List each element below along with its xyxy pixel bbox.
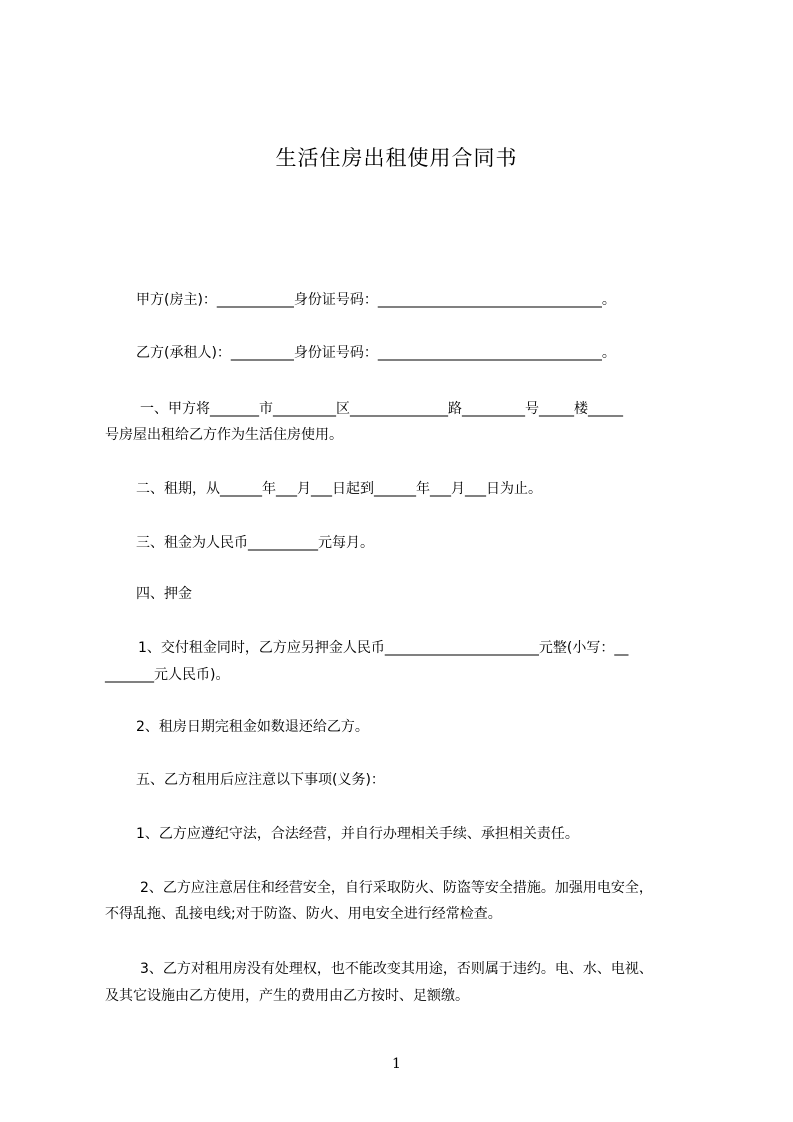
party-a-line: 甲方(房主)：___________身份证号码：________________________________。 <box>136 292 616 308</box>
clause-2-line: 二、租期，从______年___月___日起到______年___月___日为止。 <box>136 481 542 497</box>
deposit-item-2-line: 2、租房日期完租金如数退还给乙方。 <box>136 719 369 735</box>
obligation-3-line-1: 3、乙方对租用房没有处理权，也不能改变其用途，否则属于违约。电、水、电视、 <box>140 961 653 977</box>
deposit-item-1-line-2: _______元人民币)。 <box>105 667 230 683</box>
obligation-3-line-2: 及其它设施由乙方使用，产生的费用由乙方按时、足额缴。 <box>105 988 469 1004</box>
clause-1-line-1: 一、甲方将_______市_________区______________路_________号_____楼_____ <box>140 401 623 417</box>
document-title: 生活住房出租使用合同书 <box>275 146 518 170</box>
obligation-2-line-2: 不得乱拖、乱接电线;对于防盗、防火、用电安全进行经常检查。 <box>105 906 502 922</box>
deposit-item-1-line-1: 1、交付租金同时，乙方应另押金人民币______________________元整(小写：__ <box>138 640 629 656</box>
page-number: 1 <box>392 1056 401 1072</box>
obligation-1-line: 1、乙方应遵纪守法，合法经营，并自行办理相关手续、承担相关责任。 <box>136 826 579 842</box>
obligation-2-line-1: 2、乙方应注意居住和经营安全，自行采取防火、防盗等安全措施。加强用电安全， <box>140 880 653 896</box>
clause-1-line-2: 号房屋出租给乙方作为生活住房使用。 <box>105 427 343 443</box>
clause-3-line: 三、租金为人民币__________元每月。 <box>136 535 374 551</box>
clause-4-heading: 四、押金 <box>136 586 192 602</box>
clause-5-heading: 五、乙方租用后应注意以下事项(义务)： <box>136 772 385 788</box>
party-b-line: 乙方(承租人)：_________身份证号码：________________________________。 <box>136 345 616 361</box>
